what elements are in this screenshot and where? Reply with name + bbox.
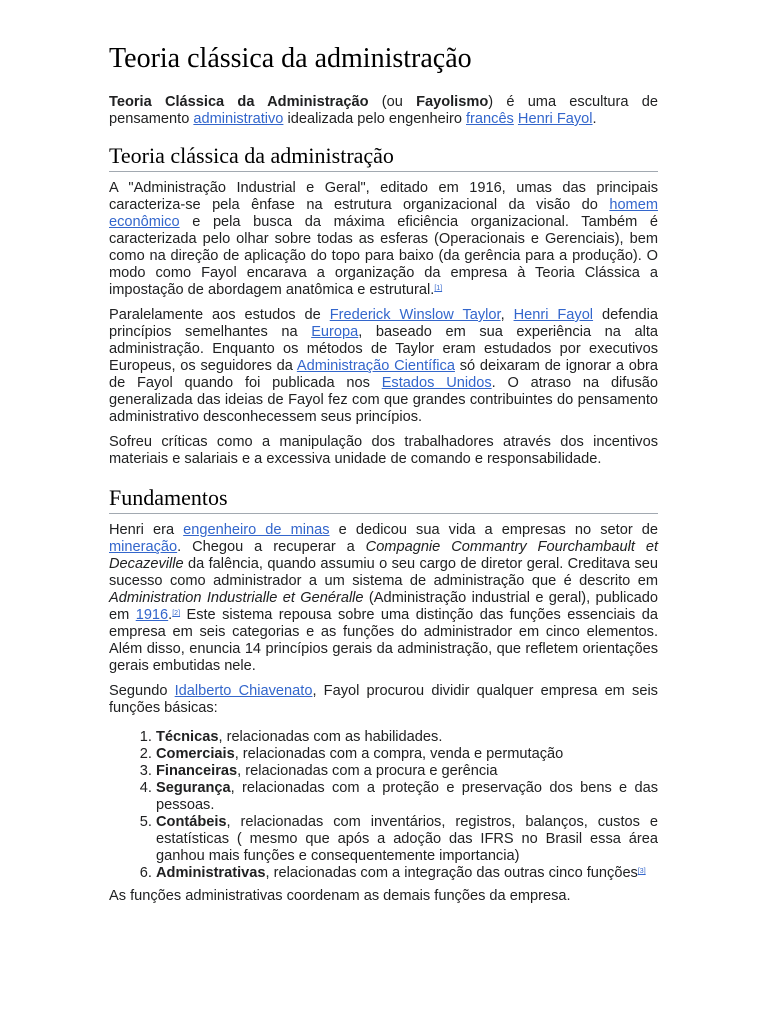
text: Este sistema repousa sobre uma distinção das funções essenciais da empresa em seis categorias e as funções do administrador em cinco elementos. Além disso, enuncia 14 princípios gerais da administração, que refletem orientações gerais embutidas nele. (109, 607, 658, 674)
link-estados-unidos[interactable]: Estados Unidos (381, 375, 492, 391)
link-engenheiro-de-minas[interactable]: engenheiro de minas (183, 522, 330, 538)
text: só deixaram de ignorar a obra de Fayol quando foi publicada nos (109, 358, 658, 391)
section-heading-teoria: Teoria clássica da administração (109, 142, 658, 172)
list-item-text: , relacionadas com as habilidades. (218, 729, 443, 745)
section-heading-fundamentos: Fundamentos (109, 484, 658, 514)
link-henri-fayol[interactable]: Henri Fayol (517, 111, 593, 127)
list-item-text: , relacionadas com a integração das outras cinco funções (265, 865, 638, 881)
list-item (156, 763, 658, 780)
list-item (156, 746, 658, 763)
term-bold: Fayolismo (416, 94, 489, 110)
paragraph-taylor (109, 307, 658, 426)
link-frederick-taylor[interactable]: Frederick Winslow Taylor (329, 307, 501, 323)
list-item (156, 814, 658, 865)
reference-1[interactable]: [1] (434, 285, 443, 292)
link-idalberto-chiavenato[interactable]: Idalberto Chiavenato (174, 683, 313, 699)
intro-paragraph (109, 94, 658, 128)
page-title: Teoria clássica da administração (109, 43, 472, 74)
text: idealizada pelo engenheiro (283, 111, 466, 127)
paragraph-coordenam: As funções administrativas coordenam as demais funções da empresa. (109, 888, 571, 904)
link-frances[interactable]: francês (466, 111, 514, 127)
text: da falência, quando assumiu o seu cargo de diretor geral. Creditava seu sucesso como administrador a um sistema de administração que é descrito em (109, 556, 658, 589)
italic-book: Administration Industrialle et Genéralle (109, 590, 364, 606)
text: . (592, 111, 597, 127)
list-item-term: Financeiras (156, 763, 238, 779)
text: , Fayol procurou dividir qualquer empresa em seis funções básicas: (109, 683, 658, 716)
list-item-term: Segurança (156, 780, 231, 796)
term-bold: Teoria Clássica da Administração (109, 94, 369, 110)
list-item (156, 729, 658, 746)
article-content (109, 40, 658, 913)
list-item-text: , relacionadas com a compra, venda e permutação (234, 746, 564, 762)
link-mineracao[interactable]: mineração (109, 539, 178, 555)
text: ) é uma escultura de pensamento (109, 94, 658, 127)
text: . (168, 607, 173, 623)
link-henri-fayol-2[interactable]: Henri Fayol (513, 307, 594, 323)
list-item-term: Comerciais (156, 746, 235, 762)
paragraph-administracao-industrial (109, 180, 658, 299)
text: e pela busca da máxima eficiência organizacional. Também é caracterizada pelo olhar sobre todas as esferas (Operacionais e Gerenciais), bem como na direção de aplicação do topo para baixo (da gerência para a produção). O modo como Fayol encarava a organização da empresa à Teoria Clássica a impostação de abordagem anatômica e estrutural. (109, 214, 658, 298)
text: Segundo (109, 683, 175, 699)
text: . Chegou a recuperar a (177, 539, 366, 555)
list-item-text: , relacionadas com inventários, registros, balanços, custos e estatísticas ( mesmo que após a adoção das IFRS no Brasil essa área ganhou mais funções e consequentemente importancia) (156, 814, 658, 864)
text: , (500, 307, 514, 323)
paragraph-criticas: Sofreu críticas como a manipulação dos trabalhadores através dos incentivos materiais e salariais e a excessiva unidade de comando e responsabilidade. (109, 434, 658, 467)
list-item (156, 780, 658, 814)
text: (ou (368, 94, 417, 110)
text: , baseado em sua experiência na alta administração. Enquanto os métodos de Taylor eram estudados por executivos Europeus, os seguidores da (109, 324, 658, 374)
list-item-term: Administrativas (156, 865, 266, 881)
text: . O atraso na difusão generalizada das ideias de Fayol fez com que grandes contribuintes do pensamento administrativo desconhecessem seus princípios. (109, 375, 658, 425)
functions-list (109, 729, 658, 882)
paragraph-henri (109, 522, 658, 675)
text: defendia princípios semelhantes na (109, 307, 658, 340)
link-administrativo[interactable]: administrativo (193, 111, 284, 127)
link-1916[interactable]: 1916 (135, 607, 169, 623)
text: e dedicou sua vida a empresas no setor de (329, 522, 659, 538)
reference-2[interactable]: [2] (172, 610, 181, 617)
list-item (156, 865, 658, 882)
text: Henri era (109, 522, 184, 538)
list-item-term: Técnicas (156, 729, 219, 745)
paragraph-chiavenato (109, 683, 658, 717)
link-europa[interactable]: Europa (311, 324, 359, 340)
reference-3[interactable]: [3] (637, 868, 646, 875)
list-item-term: Contábeis (156, 814, 227, 830)
list-item-text: , relacionadas com a proteção e preservação dos bens e das pessoas. (156, 780, 658, 813)
text: A "Administração Industrial e Geral", editado em 1916, umas das principais caracteriza-se pela ênfase na estrutura organizacional da visão do (109, 180, 658, 213)
link-administracao-cientifica[interactable]: Administração Científica (296, 358, 455, 374)
list-item-text: , relacionadas com a procura e gerência (237, 763, 498, 779)
italic-company: Compagnie Commantry Fourchambault et Decazeville (109, 539, 658, 572)
text: Paralelamente aos estudos de (109, 307, 330, 323)
link-homem-economico[interactable]: homem econômico (109, 197, 658, 230)
text: (Administração industrial e geral), publicado em (109, 590, 658, 623)
